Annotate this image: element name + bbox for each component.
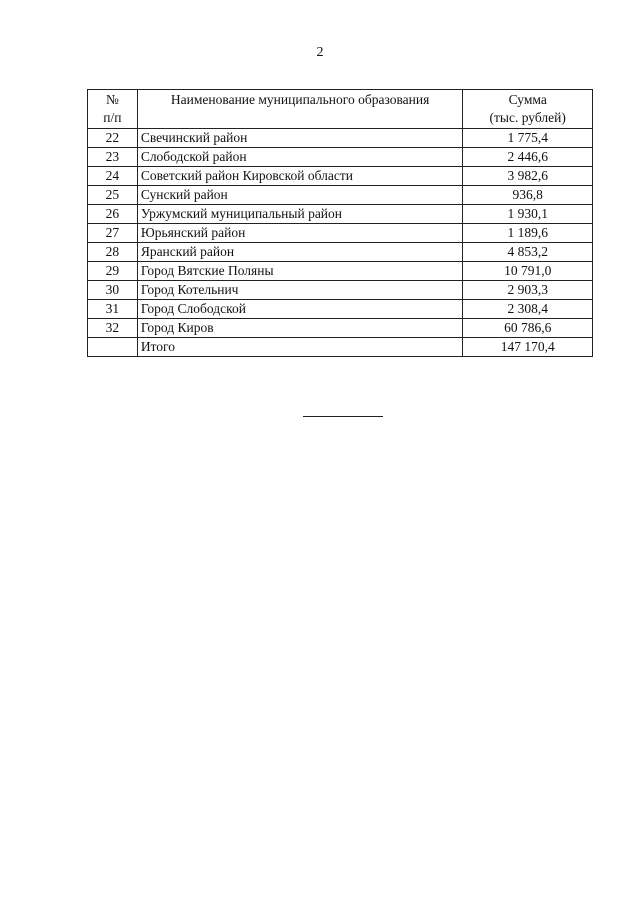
row-number: 23 [88, 148, 138, 167]
table-row [88, 300, 593, 319]
table-body [88, 129, 593, 357]
row-sum: 2 308,4 [463, 300, 593, 319]
table-row [88, 281, 593, 300]
total-row [88, 338, 593, 357]
row-number: 27 [88, 224, 138, 243]
row-number: 30 [88, 281, 138, 300]
total-label: Итого [137, 338, 463, 357]
header-name-label: Наименование муниципального образования [170, 92, 430, 107]
row-name: Уржумский муниципальный район [137, 205, 463, 224]
row-sum: 1 930,1 [463, 205, 593, 224]
row-name: Город Вятские Поляны [137, 262, 463, 281]
row-number: 25 [88, 186, 138, 205]
row-number: 22 [88, 129, 138, 148]
table-row [88, 167, 593, 186]
page-number: 2 [316, 45, 324, 60]
row-name: Юрьянский район [137, 224, 463, 243]
header-number-label: № п/п [103, 92, 122, 125]
table-row [88, 129, 593, 148]
row-name: Сунский район [137, 186, 463, 205]
row-number: 26 [88, 205, 138, 224]
table-row [88, 186, 593, 205]
table-row [88, 148, 593, 167]
table-header [88, 90, 593, 129]
row-number: 32 [88, 319, 138, 338]
table-row [88, 319, 593, 338]
header-row [88, 90, 593, 129]
row-sum: 2 903,3 [463, 281, 593, 300]
total-sum: 147 170,4 [463, 338, 593, 357]
row-sum: 10 791,0 [463, 262, 593, 281]
header-name [137, 90, 463, 129]
row-sum: 1 189,6 [463, 224, 593, 243]
row-name: Свечинский район [137, 129, 463, 148]
row-sum: 60 786,6 [463, 319, 593, 338]
row-sum: 3 982,6 [463, 167, 593, 186]
header-sum [463, 90, 593, 129]
row-number: 24 [88, 167, 138, 186]
row-name: Город Слободской [137, 300, 463, 319]
row-sum: 936,8 [463, 186, 593, 205]
row-number: 29 [88, 262, 138, 281]
row-name: Город Котельнич [137, 281, 463, 300]
closing-divider [303, 416, 383, 417]
table-row [88, 205, 593, 224]
row-sum: 2 446,6 [463, 148, 593, 167]
row-name: Яранский район [137, 243, 463, 262]
header-sum-label: Сумма (тыс. рублей) [489, 92, 566, 125]
row-number: 28 [88, 243, 138, 262]
row-sum: 4 853,2 [463, 243, 593, 262]
row-name: Город Киров [137, 319, 463, 338]
table-row [88, 243, 593, 262]
row-name: Советский район Кировской области [137, 167, 463, 186]
header-number [88, 90, 138, 129]
total-number [88, 338, 138, 357]
row-sum: 1 775,4 [463, 129, 593, 148]
row-number: 31 [88, 300, 138, 319]
table-row [88, 262, 593, 281]
table-row [88, 224, 593, 243]
row-name: Слободской район [137, 148, 463, 167]
allocation-table [87, 89, 593, 357]
